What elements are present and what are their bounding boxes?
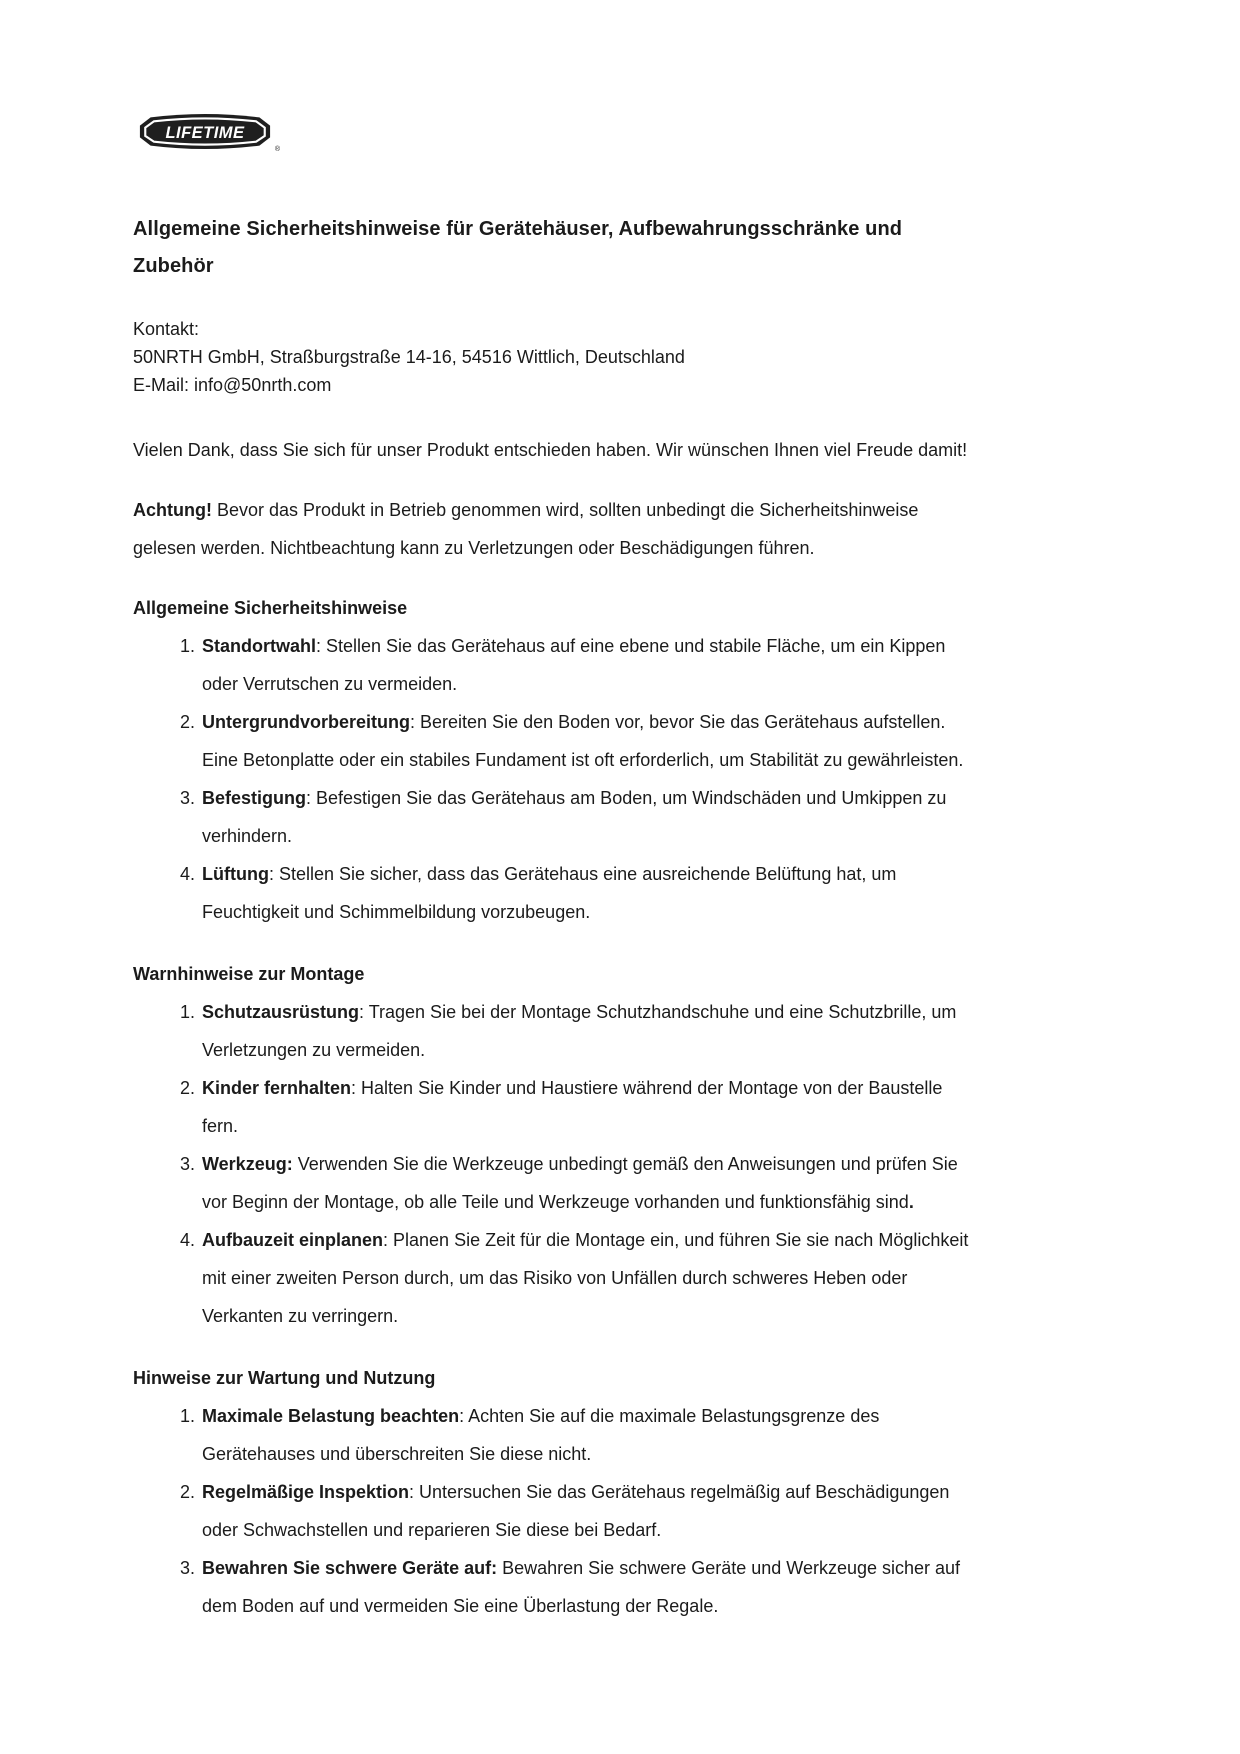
warning-lead: Achtung! (133, 500, 212, 520)
list-item (200, 1145, 978, 1221)
list-item-bold-suffix: . (908, 1192, 914, 1212)
warning-text: Bevor das Produkt in Betrieb genommen wird, sollten unbedingt die Sicherheitshinweise gelesen werden. Nichtbeachtung kann zu Verletzungen oder Beschädigungen führen. (133, 500, 919, 558)
contact-label: Kontakt: (133, 319, 200, 339)
lifetime-logo (137, 113, 280, 153)
list-item (200, 779, 978, 855)
list-item-text: : Bereiten Sie den Boden vor, bevor Sie das Gerätehaus aufstellen. Eine Betonplatte oder ein stabiles Fundament ist oft erforderlich, um Stabilität zu gewährleisten. (202, 712, 964, 770)
list-item (200, 627, 978, 703)
list-item-term: Maximale Belastung beachten (202, 1406, 460, 1426)
list-item-text: : Halten Sie Kinder und Haustiere während der Montage von der Baustelle fern. (202, 1078, 943, 1136)
list-item (200, 993, 978, 1069)
list-item (200, 855, 978, 931)
list-item-text: : Tragen Sie bei der Montage Schutzhandschuhe und eine Schutzbrille, um Verletzungen zu vermeiden. (202, 1002, 957, 1060)
list-item-term: Standortwahl (202, 636, 317, 656)
list-item-term: Lüftung (202, 864, 269, 884)
intro-paragraph: Vielen Dank, dass Sie sich für unser Produkt entschieden haben. Wir wünschen Ihnen viel Freude damit! (133, 440, 968, 460)
list-item-term: Kinder fernhalten (202, 1078, 352, 1098)
section-heading-allgemeine-sicherheitshinweise: Allgemeine Sicherheitshinweise (133, 598, 408, 618)
list-item-term: Werkzeug: (202, 1154, 293, 1174)
section-list-warnhinweise-zur-montage (133, 993, 978, 1335)
registered-trademark-icon: ® (274, 146, 280, 153)
list-item (200, 1069, 978, 1145)
list-item (200, 1397, 978, 1473)
list-item (200, 703, 978, 779)
list-item-text: : Stellen Sie sicher, dass das Gerätehaus eine ausreichende Belüftung hat, um Feuchtigkeit und Schimmelbildung vorzubeugen. (202, 864, 897, 922)
list-item-term: Befestigung (202, 788, 307, 808)
list-item-text: : Untersuchen Sie das Gerätehaus regelmäßig auf Beschädigungen oder Schwachstellen und reparieren Sie diese bei Bedarf. (202, 1482, 950, 1540)
section-heading-warnhinweise-zur-montage: Warnhinweise zur Montage (133, 964, 365, 984)
list-item-term: Schutzausrüstung (202, 1002, 360, 1022)
list-item-term: Aufbauzeit einplanen (202, 1230, 384, 1250)
lifetime-logo-text: LIFETIME (165, 123, 245, 142)
list-item (200, 1549, 978, 1625)
warning-paragraph (133, 491, 978, 567)
list-item (200, 1473, 978, 1549)
list-item-text: : Stellen Sie das Gerätehaus auf eine ebene und stabile Fläche, um ein Kippen oder Verrutschen zu vermeiden. (202, 636, 946, 694)
section-list-allgemeine-sicherheitshinweise (133, 627, 978, 931)
section-heading-hinweise-zur-wartung-und-nutzung: Hinweise zur Wartung und Nutzung (133, 1368, 436, 1388)
list-item-term: Untergrundvorbereitung (202, 712, 411, 732)
list-item-text: Bewahren Sie schwere Geräte und Werkzeuge sicher auf dem Boden auf und vermeiden Sie eine Überlastung der Regale. (202, 1558, 961, 1616)
contact-address: 50NRTH GmbH, Straßburgstraße 14-16, 54516 Wittlich, Deutschland (133, 347, 685, 367)
list-item-text: : Befestigen Sie das Gerätehaus am Boden, um Windschäden und Umkippen zu verhindern. (202, 788, 947, 846)
list-item-term: Regelmäßige Inspektion (202, 1482, 410, 1502)
list-item-text: : Planen Sie Zeit für die Montage ein, und führen Sie sie nach Möglichkeit mit einer zweiten Person durch, um das Risiko von Unfällen durch schweres Heben oder Verkanten zu verringern. (202, 1230, 969, 1326)
list-item-text: : Achten Sie auf die maximale Belastungsgrenze des Gerätehauses und überschreiten Sie diese nicht. (202, 1406, 880, 1464)
list-item-term: Bewahren Sie schwere Geräte auf: (202, 1558, 498, 1578)
page-title: Allgemeine Sicherheitshinweise für Gerätehäuser, Aufbewahrungsschränke und Zubehör (133, 218, 903, 277)
section-list-hinweise-zur-wartung-und-nutzung (133, 1397, 978, 1625)
contact-email: E-Mail: info@50nrth.com (133, 375, 332, 395)
list-item-text: Verwenden Sie die Werkzeuge unbedingt gemäß den Anweisungen und prüfen Sie vor Beginn der Montage, ob alle Teile und Werkzeuge vorhanden und funktionsfähig sind (202, 1154, 958, 1212)
contact-block (133, 315, 978, 399)
lifetime-badge-icon (137, 113, 273, 151)
list-item (200, 1221, 978, 1335)
